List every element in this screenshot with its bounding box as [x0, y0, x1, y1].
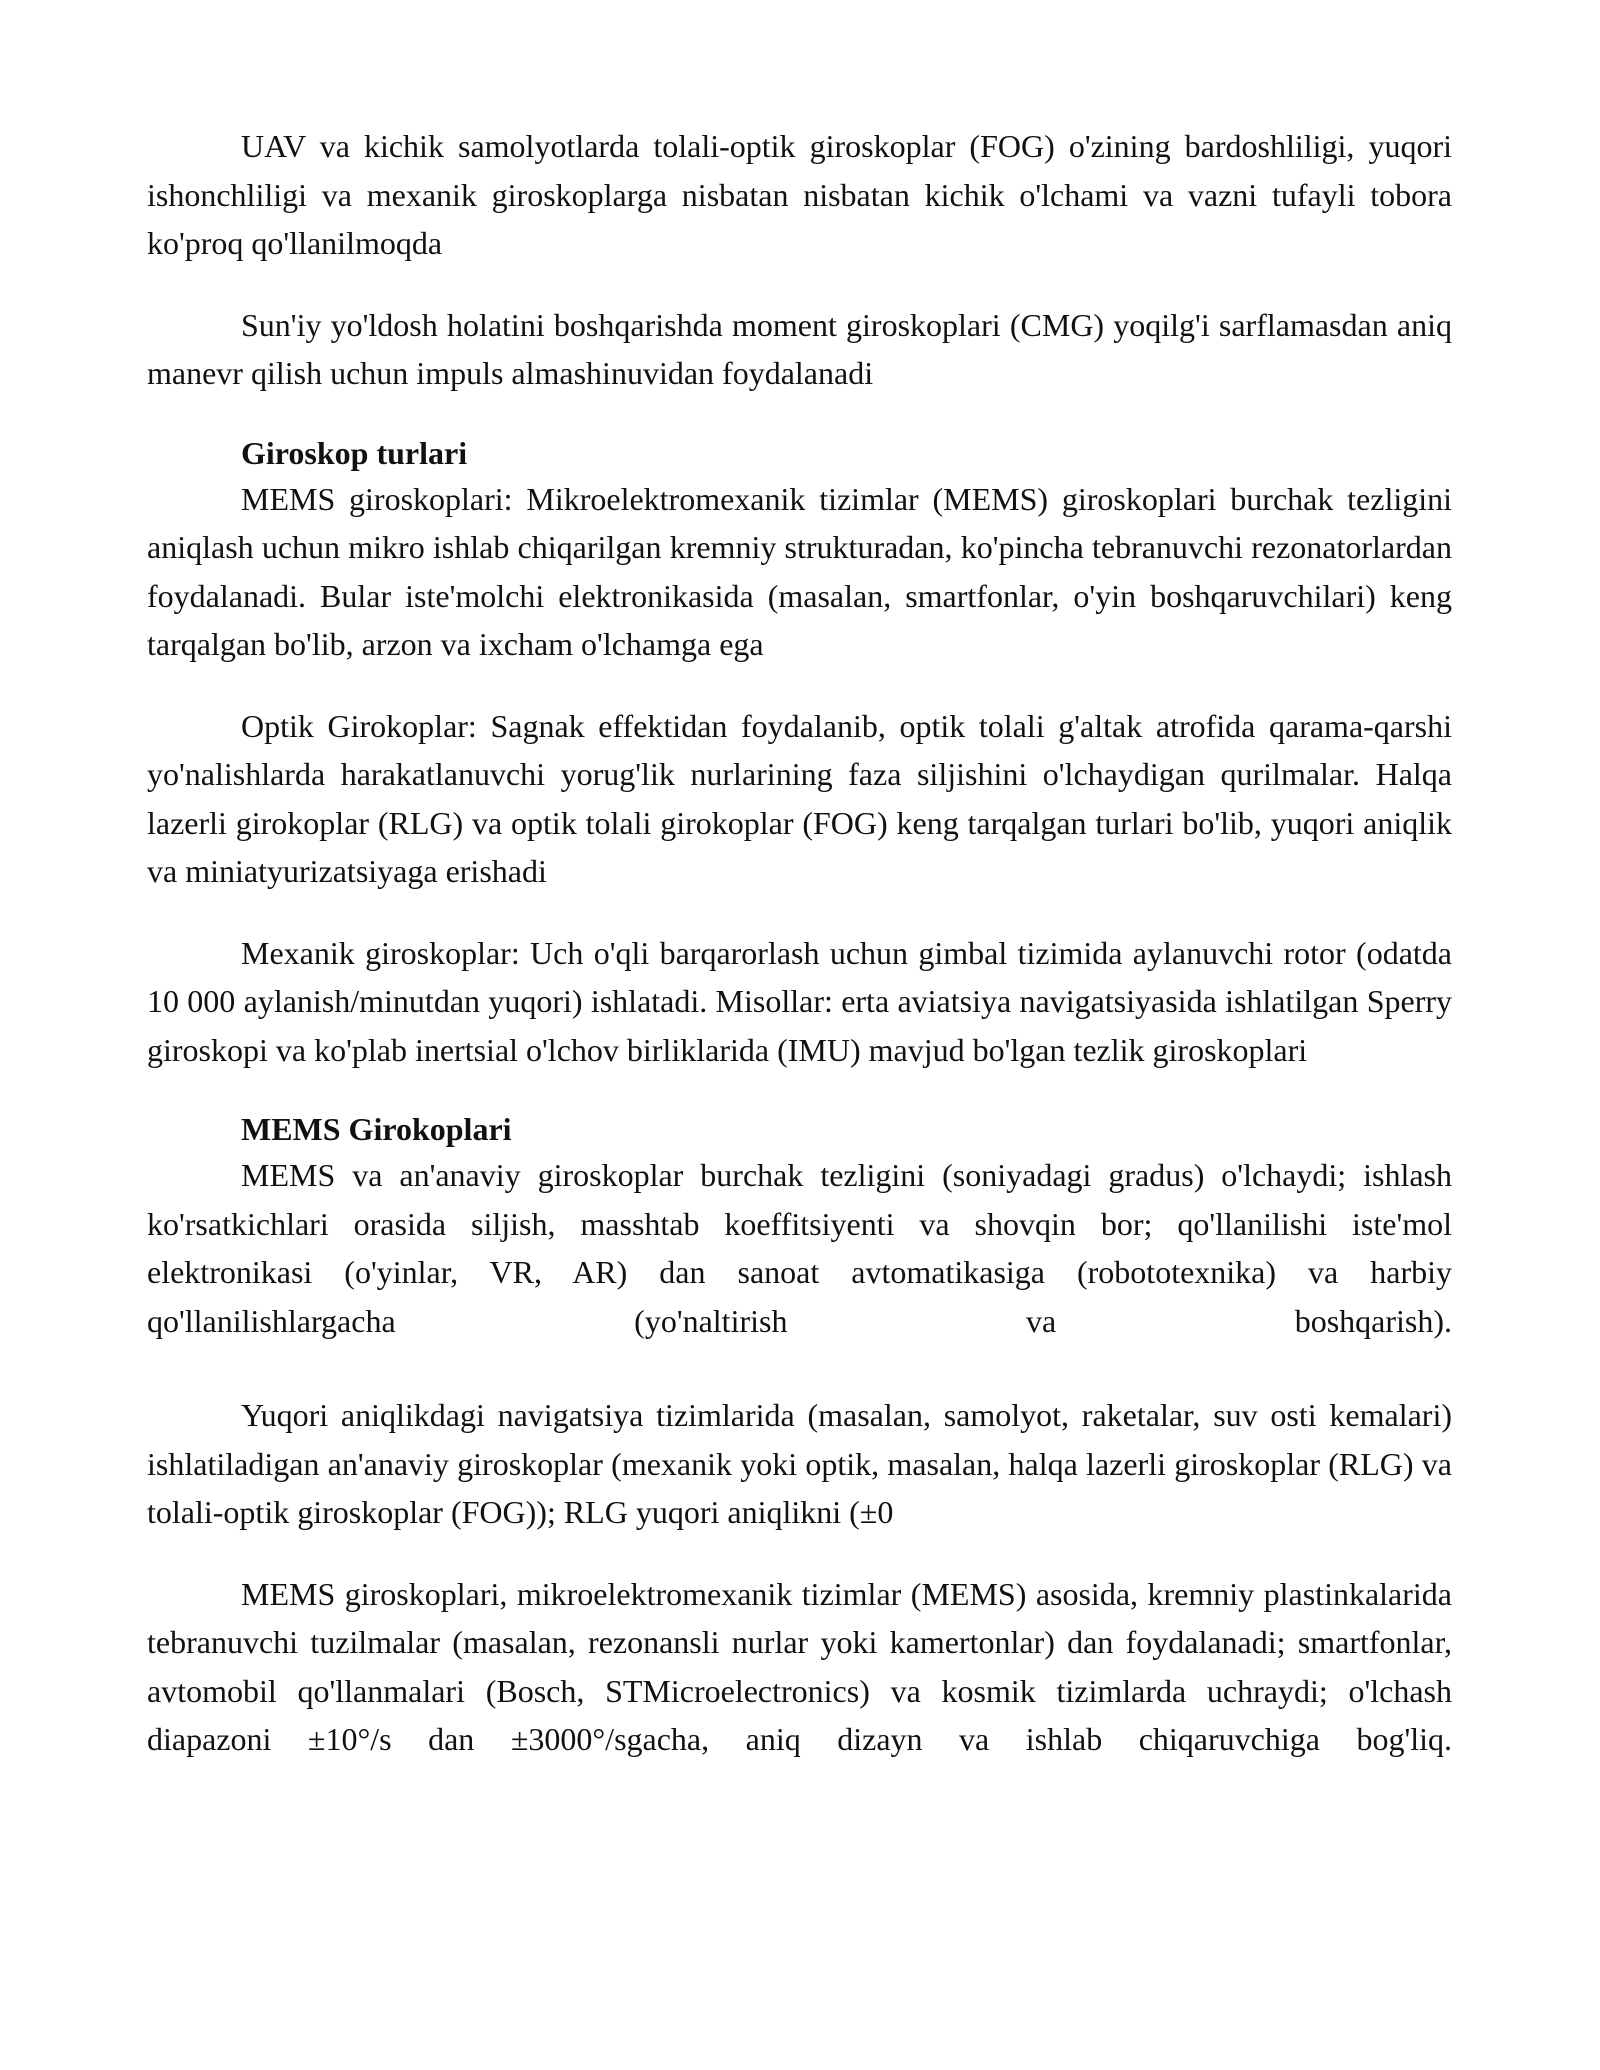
blank-line: [147, 1345, 1452, 1391]
paragraph-mems-gyroscopes: MEMS giroskoplari: Mikroelektromexanik tizimlar (MEMS) giroskoplari burchak tezligini aniqlash uchun mikro ishlab chiqarilgan kremniy strukturadan, ko'pincha tebranuvchi rezonatorlardan foydalanadi. Bular iste'molchi elektronikasida (masalan, smartfonlar, o'yin boshqaruvchilari) keng tarqalgan bo'lib, arzon va ixcham o'lchamga ega: [147, 480, 1452, 662]
document-page: [147, 122, 1452, 1797]
paragraph-cmg-satellite: Sun'iy yo'ldosh holatini boshqarishda moment giroskoplari (CMG) yoqilg'i sarflamasdan aniq manevr qilish uchun impuls almashinuvidan foydalanadi: [147, 306, 1452, 391]
paragraph-optical-gyroscopes: Optik Girokoplar: Sagnak effektidan foydalanib, optik tolali g'altak atrofida qarama-qarshi yo'nalishlarda harakatlanuvchi yorug'lik nurlarining faza siljishini o'lchaydigan qurilmalar. Halqa lazerli girokoplar (RLG) va optik tolali girokoplar (FOG) keng tarqalgan turlari bo'lib, yuqori aniqlik va miniatyurizatsiyaga erishadi: [147, 707, 1452, 889]
paragraph-fog-uav: UAV va kichik samolyotlarda tolali-optik giroskoplar (FOG) o'zining bardoshliligi, yuqori ishonchliligi va mexanik giroskoplarga nisbatan nisbatan kichik o'lchami va vazni tufayli tobora ko'proq qo'llanilmoqda: [147, 128, 1452, 261]
paragraph-high-precision-navigation: Yuqori aniqlikdagi navigatsiya tizimlarida (masalan, samolyot, raketalar, suv osti kemalari) ishlatiladigan an'anaviy giroskoplar (mexanik yoki optik, masalan, halqa lazerli giroskoplar (RLG) va tolali-optik giroskoplar (FOG)); RLG yuqori aniqlikni (±0: [147, 1397, 1452, 1530]
paragraph-mems-structures: MEMS giroskoplari, mikroelektromexanik tizimlar (MEMS) asosida, kremniy plastinkalarida tebranuvchi tuzilmalar (masalan, rezonansli nurlar yoki kamertonlar) dan foydalanadi; smartfonlar, avtomobil qo'llanmalari (Bosch, STMicroelectronics) va kosmik tizimlarda uchraydi; o'lchash diapazoni ±10°/s dan ±3000°/sgacha, aniq dizayn va ishlab chiqaruvchiga bog'liq.: [147, 1575, 1452, 1757]
heading-mems-gyroscopes: MEMS Girokoplari: [241, 1111, 512, 1147]
heading-gyroscope-types: Giroskop turlari: [241, 434, 468, 471]
paragraph-mechanical-gyroscopes: Mexanik giroskoplar: Uch o'qli barqarorlash uchun gimbal tizimida aylanuvchi rotor (odatda 10 000 aylanish/minutdan yuqori) ishlatadi. Misollar: erta aviatsiya navigatsiyasida ishlatilgan Sperry giroskopi va ko'plab inertsial o'lchov birliklarida (IMU) mavjud bo'lgan tezlik giroskoplari: [147, 934, 1452, 1068]
paragraph-mems-vs-traditional: MEMS va an'anaviy giroskoplar burchak tezligini (soniyadagi gradus) o'lchaydi; ishlash ko'rsatkichlari orasida siljish, masshtab koeffitsiyenti va shovqin bor; qo'llanilishi iste'mol elektronikasi (o'yinlar, VR, AR) dan sanoat avtomatikasiga (robototexnika) va harbiy qo'llanilishlargacha (yo'naltirish va boshqarish).: [147, 1157, 1452, 1339]
